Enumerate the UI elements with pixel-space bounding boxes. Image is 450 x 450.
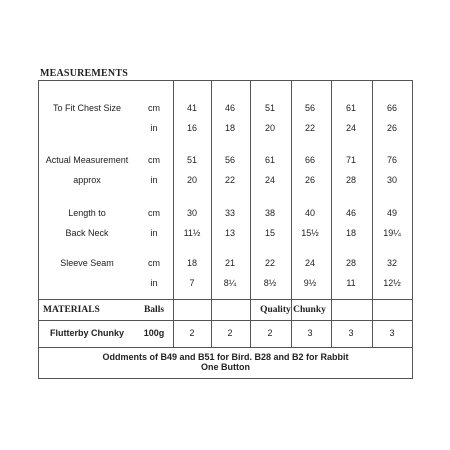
table-cell: 61: [264, 155, 275, 165]
table-cell: 30: [386, 175, 397, 185]
table-cell: 16: [186, 123, 197, 133]
unit-label: in: [150, 175, 158, 185]
table-cell: 28: [345, 175, 356, 185]
ball-count: 2: [227, 328, 233, 338]
table-cell: 28: [345, 258, 356, 268]
table-cell: 20: [264, 123, 275, 133]
row-label: Actual Measurement: [45, 155, 129, 165]
row-label: approx: [73, 175, 101, 185]
table-cell: 22: [304, 123, 315, 133]
table-cell: 24: [304, 258, 315, 268]
table-cell: 24: [345, 123, 356, 133]
table-cell: 51: [264, 103, 275, 113]
table-cell: 18: [186, 258, 197, 268]
table-cell: 30: [186, 208, 197, 218]
row-label: Sleeve Seam: [60, 258, 114, 268]
table-cell: 33: [224, 208, 235, 218]
table-cell: 71: [345, 155, 356, 165]
unit-label: cm: [148, 208, 160, 218]
table-cell: 51: [186, 155, 197, 165]
table-cell: 19¼: [383, 228, 401, 238]
table-cell: 26: [386, 123, 397, 133]
table-cell: 18: [345, 228, 356, 238]
row-divider: [39, 347, 412, 348]
row-divider: [39, 299, 412, 300]
notes-line: One Button: [201, 362, 250, 372]
unit-label: in: [150, 278, 158, 288]
ball-count: 2: [267, 328, 273, 338]
row-label: To Fit Chest Size: [52, 103, 122, 113]
table-cell: 15½: [301, 228, 319, 238]
table-cell: 46: [224, 103, 235, 113]
table-cell: 20: [186, 175, 197, 185]
table-cell: 40: [304, 208, 315, 218]
ball-count: 3: [389, 328, 395, 338]
table-cell: 13: [224, 228, 235, 238]
table-cell: 49: [386, 208, 397, 218]
row-label: Length to: [68, 208, 106, 218]
table-cell: 8¼: [223, 278, 237, 288]
table-cell: 56: [304, 103, 315, 113]
table-cell: 32: [386, 258, 397, 268]
table-cell: 26: [304, 175, 315, 185]
page-title: MEASUREMENTS: [40, 68, 128, 79]
table-cell: 21: [224, 258, 235, 268]
ball-count: 2: [189, 328, 195, 338]
table-cell: 11½: [183, 228, 201, 238]
row-label: Back Neck: [65, 228, 109, 238]
table-cell: 11: [346, 278, 356, 288]
quality-heading: Quality Chunky: [260, 305, 326, 315]
table-cell: 66: [386, 103, 397, 113]
table-cell: 9½: [303, 278, 317, 288]
unit-label: cm: [148, 258, 160, 268]
table-cell: 22: [224, 175, 235, 185]
table-cell: 7: [189, 278, 195, 288]
unit-label: cm: [148, 103, 160, 113]
materials-heading: MATERIALS: [43, 305, 100, 315]
table-cell: 56: [224, 155, 235, 165]
table-cell: 8½: [263, 278, 277, 288]
unit-label: in: [150, 123, 158, 133]
notes-line: Oddments of B49 and B51 for Bird. B28 and B2 for Rabbit: [102, 352, 349, 362]
table-cell: 18: [224, 123, 235, 133]
table-cell: 61: [345, 103, 356, 113]
table-cell: 46: [345, 208, 356, 218]
table-cell: 22: [264, 258, 275, 268]
table-cell: 24: [264, 175, 275, 185]
table-cell: 76: [386, 155, 397, 165]
yarn-weight: 100g: [143, 328, 165, 338]
unit-label: cm: [148, 155, 160, 165]
ball-count: 3: [307, 328, 313, 338]
measurements-table: [38, 80, 413, 379]
table-cell: 41: [186, 103, 197, 113]
yarn-name: Flutterby Chunky: [49, 328, 124, 338]
table-cell: 12½: [383, 278, 401, 288]
row-divider: [39, 320, 412, 321]
balls-heading: Balls: [143, 305, 165, 315]
table-cell: 15: [264, 228, 275, 238]
table-cell: 38: [264, 208, 275, 218]
ball-count: 3: [348, 328, 354, 338]
table-cell: 66: [304, 155, 315, 165]
unit-label: in: [150, 228, 158, 238]
